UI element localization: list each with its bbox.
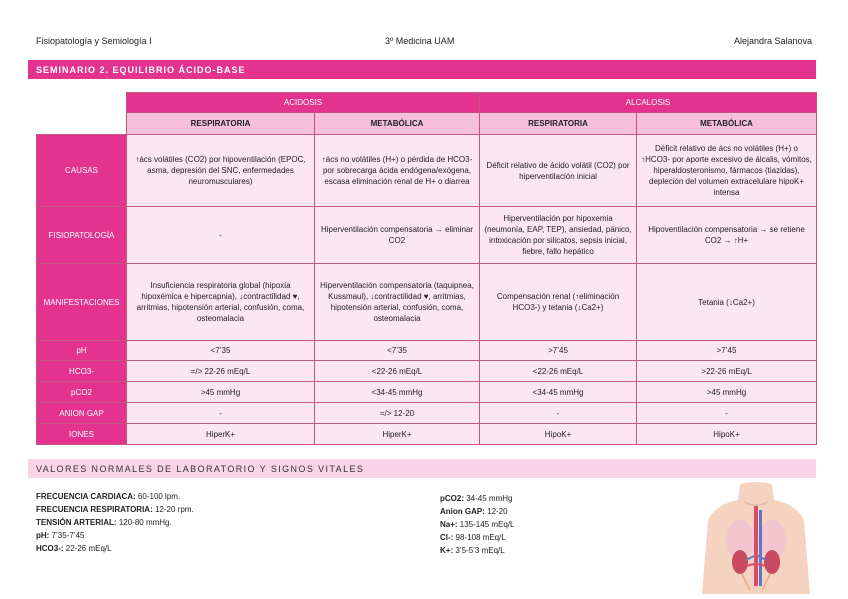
vital-label: TENSIÓN ARTERIAL:: [36, 518, 117, 527]
table-cell: =/> 22-26 mEq/L: [127, 361, 315, 382]
table-cell: =/> 12-20: [315, 403, 480, 424]
table-row: [37, 341, 817, 361]
vital-value: 34-45 mmHg: [464, 494, 513, 503]
vitals-right-list: [440, 492, 515, 557]
table-row: [37, 264, 817, 341]
table-cell: ↑ács volátiles (CO2) por hipoventilación (EPOC, asma, depresión del SNC, enfermedades neuromusculares): [127, 135, 315, 207]
table-cell: ↑ács no volátiles (H+) o pérdida de HCO3- por sobrecarga ácida endógena/exógena, escasa eliminación renal de H+ o diarrea: [315, 135, 480, 207]
header-left: Fisiopatología y Semiología I: [36, 36, 152, 46]
table-cell: HiperK+: [315, 424, 480, 445]
table-cell: >22-26 mEq/L: [637, 361, 817, 382]
table-cell: Insuficiencia respiratoria global (hipoxia hipoxémica e hipercapnia), ↓contractilidad ♥, arritmias, hipotensión arterial, confusión, coma, osteomalacia: [127, 264, 315, 341]
table-cell: >7’45: [637, 341, 817, 361]
vital-item: [36, 529, 194, 542]
sub-acidosis-metabolica: METABÓLICA: [315, 113, 480, 135]
vital-item: [440, 544, 515, 557]
section2-title: VALORES NORMALES DE LABORATORIO Y SIGNOS VITALES: [36, 463, 365, 474]
vital-value: 7’35-7’45: [49, 531, 85, 540]
vital-value: 12-20: [484, 507, 508, 516]
table-cell: <22-26 mEq/L: [480, 361, 637, 382]
table-cell: -: [480, 403, 637, 424]
row-label-manifestaciones: MANIFESTACIONES: [37, 264, 127, 341]
row-label-anion-gap: ANION GAP: [37, 403, 127, 424]
table-cell: <22-26 mEq/L: [315, 361, 480, 382]
vital-item: [36, 516, 194, 529]
vital-value: 12-20 rpm.: [152, 505, 194, 514]
vital-value: 22-26 mEq/L: [63, 544, 112, 553]
vital-label: K+:: [440, 546, 454, 555]
table-cell: Déficit relativo de ácido volátil (CO2) por hiperventilación inicial: [480, 135, 637, 207]
vital-label: pH:: [36, 531, 50, 540]
vital-item: [36, 542, 194, 555]
vital-item: [440, 505, 515, 518]
table-cell: Tetania (↓Ca2+): [637, 264, 817, 341]
table-cell: Compensación renal (↑eliminación HCO3-) y tetania (↓Ca2+): [480, 264, 637, 341]
table-row: [37, 424, 817, 445]
section-title: SEMINARIO 2. EQUILIBRIO ÁCIDO-BASE: [36, 64, 246, 75]
table-cell: <7’35: [127, 341, 315, 361]
table-cell: <7’35: [315, 341, 480, 361]
row-label-ph: pH: [37, 341, 127, 361]
table-cell: Hipoventilación compensatoria → se retiene CO2 → ↑H+: [637, 207, 817, 264]
sub-alcalosis-metabolica: METABÓLICA: [637, 113, 817, 135]
table-cell: >7’45: [480, 341, 637, 361]
corner-blank-2: [37, 113, 127, 135]
vital-label: pCO2:: [440, 494, 464, 503]
table-cell: HipoK+: [637, 424, 817, 445]
sub-acidosis-respiratoria: RESPIRATORIA: [127, 113, 315, 135]
table-cell: >45 mmHg: [637, 382, 817, 403]
vital-label: HCO3-:: [36, 544, 64, 553]
table-subgroup-row: [37, 113, 817, 135]
vital-value: 3’5-5’3 mEq/L: [453, 546, 505, 555]
vital-value: 120-80 mmHg.: [116, 518, 172, 527]
section2-title-bar: [28, 459, 816, 478]
vital-value: 60-100 lpm.: [135, 492, 181, 501]
torso-kidneys-illustration-icon: [700, 482, 812, 594]
table-cell: <34-45 mmHg: [315, 382, 480, 403]
table-cell: HipoK+: [480, 424, 637, 445]
vital-label: FRECUENCIA CARDIACA:: [36, 492, 136, 501]
vital-item: [36, 490, 194, 503]
table-group-row: [37, 93, 817, 113]
table-row: [37, 361, 817, 382]
vital-value: 98-108 mEq/L: [453, 533, 506, 542]
table-row: [37, 403, 817, 424]
table-row: [37, 207, 817, 264]
section-title-bar: [28, 60, 816, 79]
header-right: Alejandra Salanova: [733, 36, 812, 46]
vitals-left-list: [36, 490, 194, 555]
row-label-fisiopatologia: FISIOPATOLOGÍA: [37, 207, 127, 264]
vital-label: Na+:: [440, 520, 458, 529]
table-row: [37, 382, 817, 403]
vital-item: [440, 531, 515, 544]
acid-base-table: [36, 92, 817, 445]
row-label-pco2: pCO2: [37, 382, 127, 403]
table-cell: -: [637, 403, 817, 424]
row-label-iones: IONES: [37, 424, 127, 445]
table-cell: -: [127, 207, 315, 264]
table-cell: Déficit relativo de ács no volátiles (H+) o ↑HCO3- por aporte excesivo de álcalis, vómitos, hiperaldosteronismo, fármacos (tiazidas), depleción del volumen extracelulare hipoK+ intensa: [637, 135, 817, 207]
vital-item: [36, 503, 194, 516]
table-cell: -: [127, 403, 315, 424]
table-cell: Hiperventilación compensatoria (taquipnea, Kussmaul), ↓contractilidad ♥, arritmias, hipotensión arterial, confusión, coma, osteomalacia: [315, 264, 480, 341]
vital-value: 135-145 mEq/L: [457, 520, 515, 529]
vital-item: [440, 492, 515, 505]
table-cell: HiperK+: [127, 424, 315, 445]
table-cell: >45 mmHg: [127, 382, 315, 403]
vital-label: Cl-:: [440, 533, 454, 542]
table-cell: <34-45 mmHg: [480, 382, 637, 403]
table-row: [37, 135, 817, 207]
group-acidosis: ACIDOSIS: [127, 93, 480, 113]
vital-label: Anion GAP:: [440, 507, 485, 516]
table-cell: Hiperventilación compensatoria → eliminar CO2: [315, 207, 480, 264]
table-cell: Hiperventilación por hipoxemia (neumonía, EAP, TEP), ansiedad, pánico, intoxicación por silicatos, sepsis inicial, fiebre, fallo hepático: [480, 207, 637, 264]
header-center: 3º Medicina UAM: [385, 36, 455, 46]
vital-label: FRECUENCIA RESPIRATORIA:: [36, 505, 153, 514]
vital-item: [440, 518, 515, 531]
row-label-causas: CAUSAS: [37, 135, 127, 207]
sub-alcalosis-respiratoria: RESPIRATORIA: [480, 113, 637, 135]
row-label-hco3: HCO3-: [37, 361, 127, 382]
group-alcalosis: ALCALOSIS: [480, 93, 817, 113]
corner-blank: [37, 93, 127, 113]
